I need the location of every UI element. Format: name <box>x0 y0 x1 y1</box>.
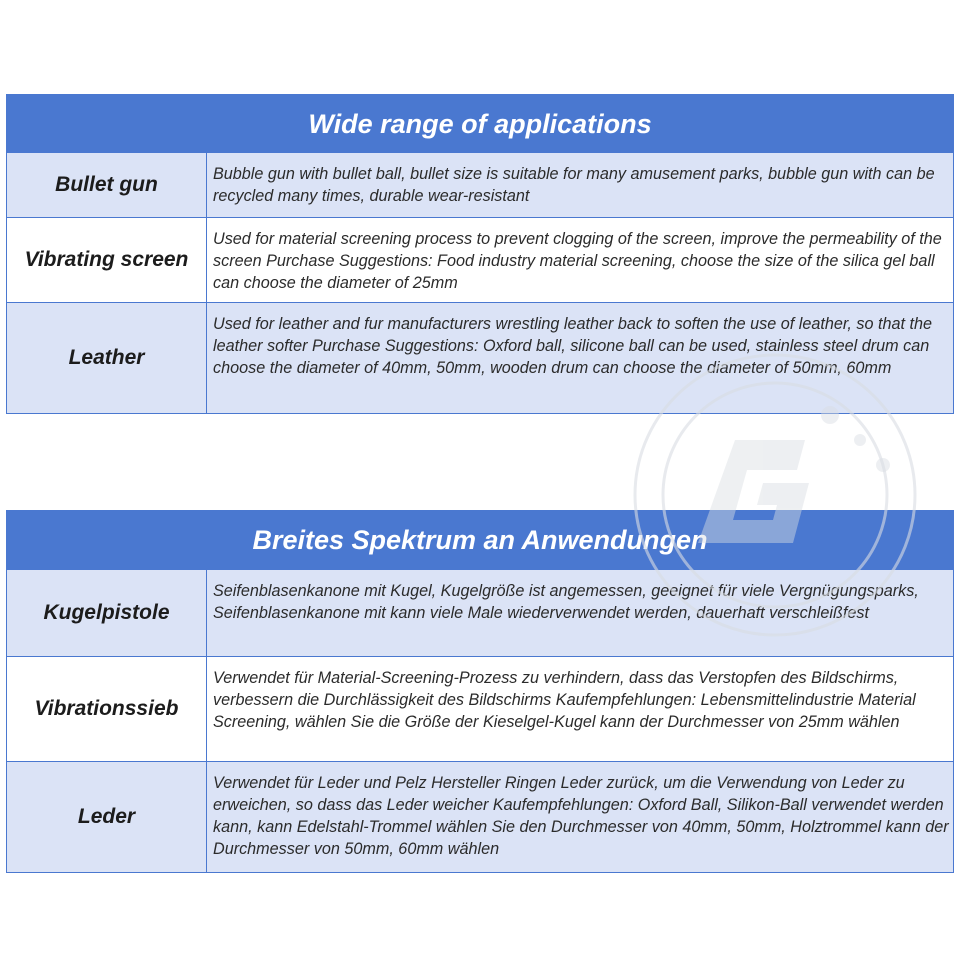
table-row <box>7 217 953 302</box>
row-description: Verwendet für Leder und Pelz Hersteller Ringen Leder zurück, um die Verwendung von Leder zu erweichen, so dass das Leder weicher Kaufempfehlungen: Oxford Ball, Silikon-Ball verwendet werden kann, kann Edelstahl-Trommel wählen Sie den Durchmesser von 40mm, 50mm, Holztrommel kann der Durchmesser von 50mm, 60mm wählen <box>213 774 949 858</box>
row-description: Verwendet für Material-Screening-Prozess zu verhindern, dass das Verstopfen des Bildschirms, verbessern die Durchlässigkeit des Bildschirms Kaufempfehlungen: Lebensmittelindustrie Material Screening, wählen Sie die Größe der Kieselgel-Kugel kann der Durchmesser von 25mm wählen <box>213 669 916 731</box>
row-label: Leather <box>7 303 207 413</box>
row-description: Used for leather and fur manufacturers wrestling leather back to soften the use of leather, so that the leather softer Purchase Suggestions: Oxford ball, silicone ball can be used, stainless steel drum can choose the diameter of 40mm, 50mm, wooden drum can choose the diameter of 50mm, 60mm <box>213 315 932 377</box>
table-row <box>7 302 953 413</box>
row-label: Vibrationssieb <box>7 657 207 761</box>
german-applications-table <box>6 510 954 873</box>
row-label: Vibrating screen <box>7 218 207 302</box>
row-label: Bullet gun <box>7 153 207 217</box>
row-label: Leder <box>7 762 207 872</box>
row-description: Seifenblasenkanone mit Kugel, Kugelgröße ist angemessen, geeignet für viele Vergnügungsparks, Seifenblasenkanone mit kann viele Male wiederverwendet werden, dauerhaft verschleißfest <box>213 582 919 622</box>
row-description: Used for material screening process to prevent clogging of the screen, improve the permeability of the screen Purchase Suggestions: Food industry material screening, choose the size of the silica gel ball can choose the diameter of 25mm <box>213 230 942 292</box>
table-row <box>7 656 953 761</box>
table-row <box>7 761 953 872</box>
row-description: Bubble gun with bullet ball, bullet size is suitable for many amusement parks, bubble gun with can be recycled many times, durable wear-resistant <box>213 165 935 205</box>
english-applications-table <box>6 94 954 414</box>
english-table-title: Wide range of applications <box>7 95 953 153</box>
row-label: Kugelpistole <box>7 570 207 656</box>
table-row <box>7 570 953 656</box>
german-table-title: Breites Spektrum an Anwendungen <box>7 511 953 570</box>
table-row <box>7 153 953 217</box>
